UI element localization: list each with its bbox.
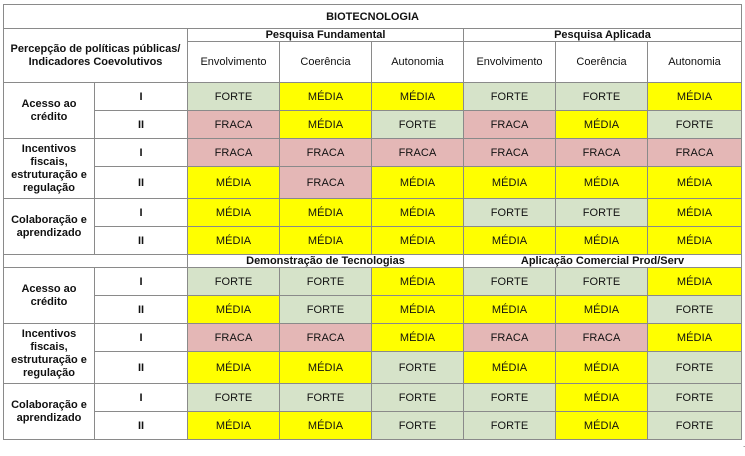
section-group-header — [4, 255, 742, 268]
title-row — [4, 5, 742, 29]
rating-cell: MÉDIA — [648, 83, 742, 111]
rating-cell: MÉDIA — [464, 227, 556, 255]
rating-cell: MÉDIA — [280, 199, 372, 227]
rating-cell: FORTE — [648, 111, 742, 139]
rating-cell: MÉDIA — [372, 324, 464, 352]
rating-cell: FORTE — [372, 412, 464, 440]
indicator-label: I — [95, 139, 188, 167]
rating-cell: FORTE — [556, 199, 648, 227]
rating-cell: MÉDIA — [188, 352, 280, 384]
rating-cell: MÉDIA — [464, 352, 556, 384]
rating-cell: MÉDIA — [556, 384, 648, 412]
rating-cell: FRACA — [188, 139, 280, 167]
table-row — [4, 268, 742, 296]
rating-cell: MÉDIA — [280, 227, 372, 255]
rating-cell: MÉDIA — [372, 296, 464, 324]
rating-cell: MÉDIA — [188, 412, 280, 440]
rating-cell: MÉDIA — [556, 227, 648, 255]
rating-cell: MÉDIA — [556, 167, 648, 199]
rating-cell: FORTE — [188, 83, 280, 111]
indicator-label: II — [95, 296, 188, 324]
table-row — [4, 296, 742, 324]
rating-cell: MÉDIA — [372, 268, 464, 296]
column-header: Autonomia — [648, 42, 742, 83]
rating-cell: FORTE — [372, 111, 464, 139]
rating-cell: MÉDIA — [372, 199, 464, 227]
rating-cell: FORTE — [648, 296, 742, 324]
rating-cell: MÉDIA — [188, 296, 280, 324]
indicator-label: I — [95, 268, 188, 296]
group-header: Pesquisa Aplicada — [464, 29, 742, 42]
table-row — [4, 412, 742, 440]
indicator-label: II — [95, 352, 188, 384]
rating-cell: FORTE — [648, 384, 742, 412]
section-group-header — [4, 29, 742, 42]
rating-cell: MÉDIA — [280, 111, 372, 139]
indicator-label: I — [95, 83, 188, 111]
rating-cell: FRACA — [188, 111, 280, 139]
column-header: Envolvimento — [464, 42, 556, 83]
rating-cell: MÉDIA — [648, 199, 742, 227]
table-row — [4, 83, 742, 111]
rating-cell: FRACA — [648, 139, 742, 167]
group-header: Demonstração de Tecnologias — [188, 255, 464, 268]
category-label: Acesso ao crédito — [4, 83, 95, 139]
indicator-label: II — [95, 111, 188, 139]
rating-cell: FRACA — [556, 139, 648, 167]
rating-cell: MÉDIA — [464, 296, 556, 324]
table-row — [4, 384, 742, 412]
rating-cell: FORTE — [556, 83, 648, 111]
rating-cell: MÉDIA — [648, 268, 742, 296]
rating-cell: FORTE — [280, 296, 372, 324]
rating-cell: FORTE — [188, 384, 280, 412]
category-label: Incentivos fiscais, estruturação e regulação — [4, 139, 95, 199]
perspective-label: Percepção de políticas públicas/ Indicadores Coevolutivos — [4, 29, 188, 83]
indicator-label: I — [95, 199, 188, 227]
rating-cell: FORTE — [648, 412, 742, 440]
rating-cell: FORTE — [464, 268, 556, 296]
category-label: Colaboração e aprendizado — [4, 199, 95, 255]
rating-cell: FRACA — [464, 324, 556, 352]
rating-cell: FORTE — [372, 384, 464, 412]
rating-cell: FORTE — [464, 83, 556, 111]
rating-cell: FORTE — [556, 268, 648, 296]
rating-cell: FORTE — [464, 412, 556, 440]
rating-cell: MÉDIA — [372, 167, 464, 199]
blank-header-cell — [4, 255, 188, 268]
rating-cell: FRACA — [464, 111, 556, 139]
rating-cell: FRACA — [188, 324, 280, 352]
rating-cell: MÉDIA — [556, 111, 648, 139]
rating-cell: MÉDIA — [556, 412, 648, 440]
rating-cell: FRACA — [464, 139, 556, 167]
table-row — [4, 227, 742, 255]
indicator-label: II — [95, 412, 188, 440]
table-row — [4, 111, 742, 139]
rating-cell: FRACA — [280, 139, 372, 167]
table-title: BIOTECNOLOGIA — [4, 5, 742, 29]
rating-cell: MÉDIA — [648, 227, 742, 255]
rating-cell: FORTE — [280, 384, 372, 412]
rating-cell: FORTE — [464, 384, 556, 412]
rating-cell: MÉDIA — [648, 324, 742, 352]
rating-cell: FRACA — [280, 324, 372, 352]
group-header: Aplicação Comercial Prod/Serv — [464, 255, 742, 268]
rating-cell: FRACA — [280, 167, 372, 199]
rating-cell: FORTE — [372, 352, 464, 384]
table-row — [4, 139, 742, 167]
table-row — [4, 352, 742, 384]
rating-cell: FORTE — [280, 268, 372, 296]
indicator-label: I — [95, 324, 188, 352]
rating-cell: MÉDIA — [280, 352, 372, 384]
rating-cell: MÉDIA — [648, 167, 742, 199]
column-header: Coerência — [556, 42, 648, 83]
rating-cell: MÉDIA — [188, 167, 280, 199]
rating-cell: MÉDIA — [188, 199, 280, 227]
column-header: Envolvimento — [188, 42, 280, 83]
table-row — [4, 324, 742, 352]
column-header: Coerência — [280, 42, 372, 83]
category-label: Colaboração e aprendizado — [4, 384, 95, 440]
biotecnologia-table — [3, 4, 742, 440]
rating-cell: MÉDIA — [372, 83, 464, 111]
table-row — [4, 199, 742, 227]
indicator-label: II — [95, 227, 188, 255]
rating-cell: FRACA — [372, 139, 464, 167]
rating-cell: MÉDIA — [372, 227, 464, 255]
group-header: Pesquisa Fundamental — [188, 29, 464, 42]
category-label: Acesso ao crédito — [4, 268, 95, 324]
rating-cell: MÉDIA — [556, 352, 648, 384]
rating-cell: FORTE — [188, 268, 280, 296]
rating-cell: FRACA — [556, 324, 648, 352]
indicator-label: I — [95, 384, 188, 412]
category-label: Incentivos fiscais, estruturação e regulação — [4, 324, 95, 384]
rating-cell: MÉDIA — [464, 167, 556, 199]
table-row — [4, 167, 742, 199]
rating-cell: FORTE — [464, 199, 556, 227]
rating-cell: MÉDIA — [556, 296, 648, 324]
rating-cell: FORTE — [648, 352, 742, 384]
rating-cell: MÉDIA — [280, 412, 372, 440]
indicator-label: II — [95, 167, 188, 199]
rating-cell: MÉDIA — [188, 227, 280, 255]
rating-cell: MÉDIA — [280, 83, 372, 111]
column-header: Autonomia — [372, 42, 464, 83]
